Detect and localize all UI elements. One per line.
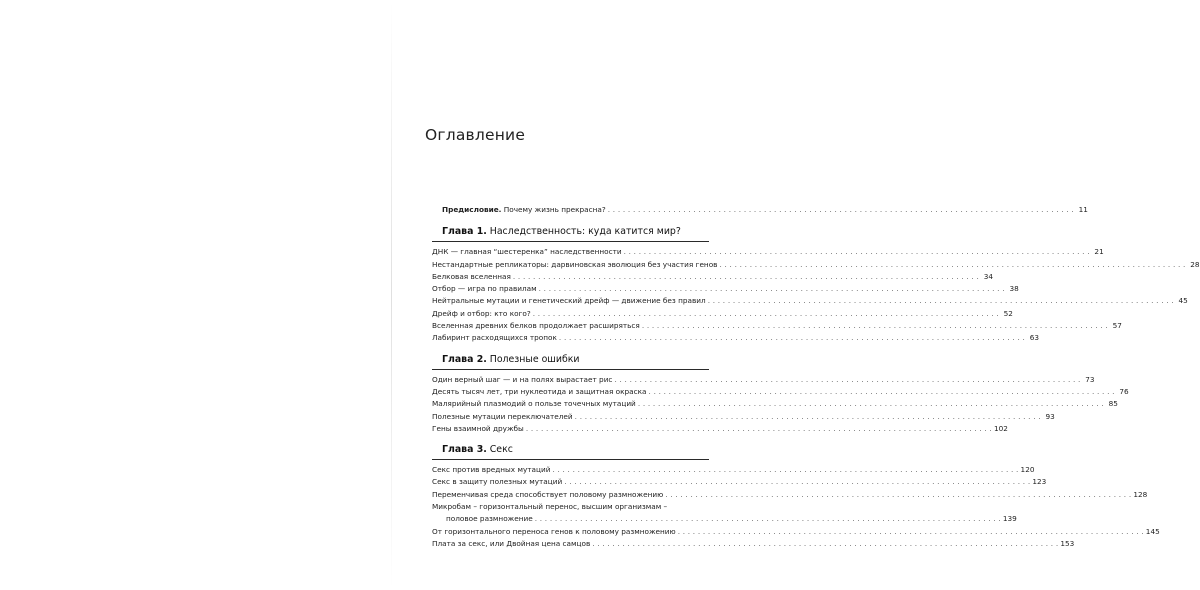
chapter-divider bbox=[432, 459, 709, 460]
leader-dots bbox=[663, 489, 1133, 501]
toc-entry-page: 120 bbox=[1020, 465, 1035, 475]
toc-entry bbox=[432, 513, 1017, 525]
leader-dots bbox=[524, 423, 994, 435]
toc-entry bbox=[432, 308, 1013, 320]
toc-entry-title: От горизонтального переноса генов к половому размножению bbox=[432, 526, 676, 536]
toc-entry-title: Отбор — игра по правилам bbox=[432, 284, 537, 294]
toc-entry-title: Нейтральные мутации и генетический дрейф — движение без правил bbox=[432, 296, 706, 306]
toc-entry-title: Микробам – горизонтальный перенос, высшим организмам – bbox=[432, 502, 668, 512]
leader-dots bbox=[606, 204, 1076, 216]
leader-dots bbox=[573, 411, 1043, 423]
toc-entry-page: 153 bbox=[1060, 538, 1075, 548]
preface-label: Предисловие. bbox=[442, 205, 502, 214]
leader-dots bbox=[557, 332, 1027, 344]
toc-entry bbox=[432, 246, 1104, 258]
toc-entry-title: Секс против вредных мутаций bbox=[432, 465, 551, 475]
toc-entry-title: Секс в защиту полезных мутаций bbox=[432, 477, 563, 487]
chapter-title: Секс bbox=[489, 444, 513, 456]
preface-title: Почему жизнь прекрасна? bbox=[503, 205, 606, 214]
toc-entry-title: Дрейф и отбор: кто кого? bbox=[432, 308, 531, 318]
toc-entry-page: 145 bbox=[1145, 526, 1160, 536]
chapter-heading bbox=[442, 353, 709, 366]
toc-entry-page: 123 bbox=[1032, 477, 1047, 487]
toc-entry-page: 93 bbox=[1045, 411, 1055, 421]
toc-title: Оглавление bbox=[425, 126, 526, 144]
left-page bbox=[0, 0, 391, 590]
leader-dots bbox=[622, 246, 1092, 258]
toc-entry bbox=[432, 259, 1200, 271]
toc-entry-title: Нестандартные репликаторы: дарвиновская эволюция без участия генов bbox=[432, 259, 718, 269]
toc-entry bbox=[432, 320, 1122, 332]
chapter-heading bbox=[442, 225, 709, 238]
toc-entry-page: 57 bbox=[1112, 321, 1122, 331]
chapter-label: Глава 3. bbox=[442, 444, 487, 456]
leader-dots bbox=[550, 464, 1020, 476]
chapter-divider bbox=[432, 241, 709, 242]
toc-entry-title: Гены взаимной дружбы bbox=[432, 423, 524, 433]
leader-dots bbox=[676, 526, 1146, 538]
toc-entry-title: Белковая вселенная bbox=[432, 271, 511, 281]
toc-entry-page: 73 bbox=[1085, 374, 1095, 384]
chapter-list bbox=[432, 225, 1200, 550]
leader-dots bbox=[511, 271, 981, 283]
toc-entry-title: Лабиринт расходящихся тропок bbox=[432, 333, 557, 343]
leader-dots bbox=[640, 320, 1110, 332]
toc-entry-page: 85 bbox=[1108, 399, 1118, 409]
toc-entry-page: 63 bbox=[1029, 333, 1040, 343]
toc-entry bbox=[432, 295, 1188, 307]
toc-entry bbox=[432, 423, 1008, 435]
toc-entry bbox=[432, 271, 993, 283]
toc-entry-page: 38 bbox=[1009, 284, 1019, 294]
toc-entry bbox=[432, 464, 1035, 476]
toc-entry-page: 45 bbox=[1178, 296, 1188, 306]
toc-entry-title: Один верный шаг — и на полях вырастает рис bbox=[432, 374, 613, 384]
toc-entry-page: 139 bbox=[1002, 514, 1017, 524]
toc-entry-title: половое размножение bbox=[446, 514, 533, 524]
chapter-heading bbox=[442, 443, 709, 456]
toc-entry-title: Полезные мутации переключателей bbox=[432, 411, 573, 421]
leader-dots bbox=[537, 283, 1007, 295]
toc-entry-title: ДНК — главная “шестеренка” наследственности bbox=[432, 247, 622, 257]
toc-entry-page: 52 bbox=[1003, 308, 1013, 318]
leader-dots bbox=[706, 295, 1176, 307]
leader-dots bbox=[647, 386, 1117, 398]
toc-entry-title: Десять тысяч лет, три нуклеотида и защитная окраска bbox=[432, 386, 647, 396]
toc-entry-page: 128 bbox=[1133, 489, 1148, 499]
toc-entry-title: Переменчивая среда способствует половому размножению bbox=[432, 489, 664, 499]
leader-dots bbox=[562, 476, 1032, 488]
toc-entry bbox=[432, 411, 1055, 423]
chapter-label: Глава 1. bbox=[442, 226, 487, 238]
table-of-contents bbox=[432, 200, 1200, 550]
toc-entry bbox=[432, 398, 1118, 410]
toc-preface-entry bbox=[442, 204, 1088, 216]
toc-entry bbox=[432, 538, 1075, 550]
leader-dots bbox=[533, 513, 1003, 525]
toc-entry bbox=[432, 332, 1040, 344]
chapter-divider bbox=[432, 369, 709, 370]
toc-entry bbox=[432, 386, 1129, 398]
toc-entry bbox=[432, 476, 1047, 488]
leader-dots bbox=[531, 308, 1001, 320]
toc-entry-page: 76 bbox=[1119, 386, 1129, 396]
toc-entry-page: 21 bbox=[1094, 247, 1104, 257]
leader-dots bbox=[717, 259, 1187, 271]
toc-entry-title: Плата за секс, или Двойная цена самцов bbox=[432, 538, 591, 548]
chapter-title: Наследственность: куда катится мир? bbox=[489, 226, 681, 238]
toc-entry bbox=[432, 501, 709, 513]
toc-entry bbox=[432, 526, 1160, 538]
preface-page: 11 bbox=[1078, 205, 1088, 214]
leader-dots bbox=[636, 398, 1106, 410]
toc-entry-page: 28 bbox=[1190, 259, 1200, 269]
chapter-label: Глава 2. bbox=[442, 353, 487, 365]
toc-entry-title: Малярийный плазмодий о пользе точечных мутаций bbox=[432, 399, 636, 409]
toc-entry bbox=[432, 374, 1095, 386]
toc-entry bbox=[432, 283, 1019, 295]
leader-dots bbox=[612, 374, 1082, 386]
toc-entry-page: 34 bbox=[983, 271, 993, 281]
chapter-title: Полезные ошибки bbox=[489, 353, 580, 365]
toc-entry bbox=[432, 489, 1148, 501]
toc-entry-page: 102 bbox=[993, 423, 1008, 433]
toc-entry-title: Вселенная древних белков продолжает расширяться bbox=[432, 321, 640, 331]
leader-dots bbox=[590, 538, 1060, 550]
